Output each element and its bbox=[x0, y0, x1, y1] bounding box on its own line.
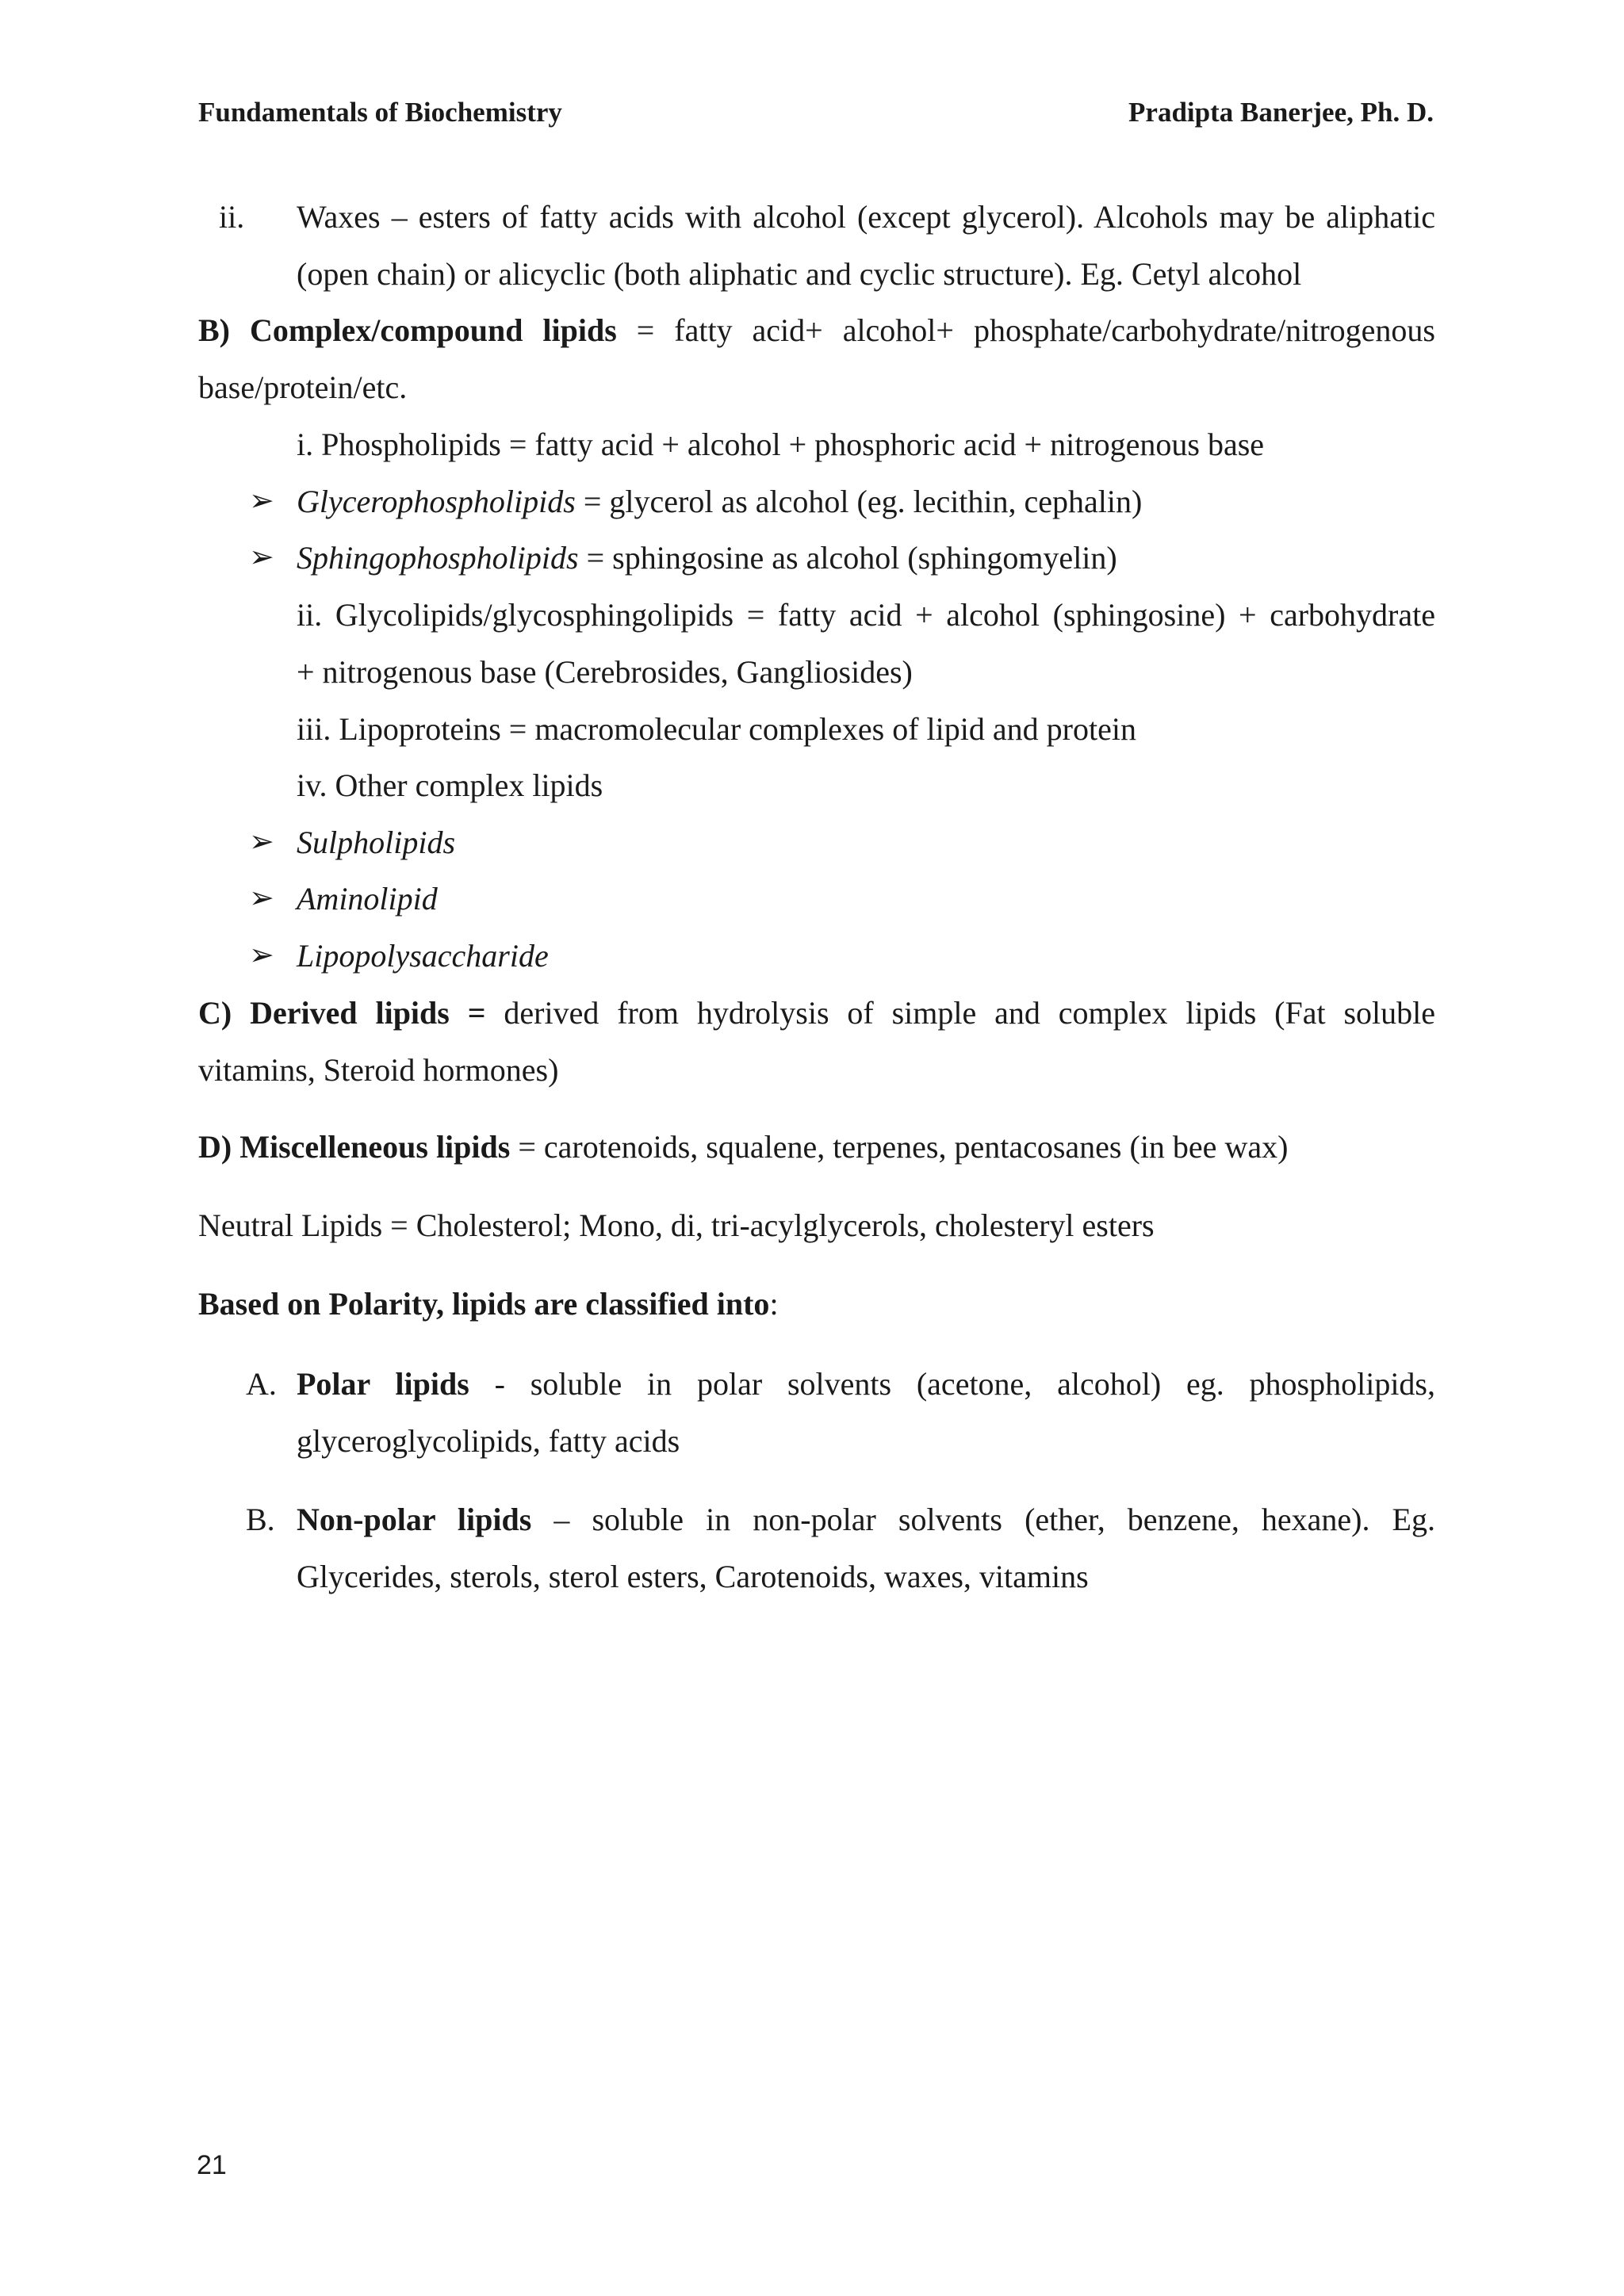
bullet-arrow-icon: ➢ bbox=[249, 880, 274, 915]
list-marker-a: A. bbox=[246, 1366, 277, 1402]
phospholipids-line: i. Phospholipids = fatty acid + alcohol + phosphoric acid + nitrogenous base bbox=[297, 427, 1265, 462]
running-header bbox=[198, 97, 1434, 128]
waxes-line-1: Waxes – esters of fatty acids with alcohol (except glycerol). Alcohols may be aliphatic bbox=[297, 199, 1435, 235]
complex-lipids-heading: B) Complex/compound lipids bbox=[198, 312, 617, 348]
glycolipids-line-1: ii. Glycolipids/glycosphingolipids = fatty acid + alcohol (sphingosine) + carbohydrate bbox=[297, 597, 1435, 633]
derived-lipids-heading: C) Derived lipids = bbox=[198, 995, 486, 1031]
glycolipids-line-2: + nitrogenous base (Cerebrosides, Gangliosides) bbox=[297, 654, 913, 690]
list-item: Glycerophospholipids = glycerol as alcohol (eg. lecithin, cephalin) bbox=[297, 484, 1143, 519]
list-marker-b: B. bbox=[246, 1502, 275, 1537]
polar-lipids-line-1: Polar lipids - soluble in polar solvents (acetone, alcohol) eg. phospholipids, bbox=[297, 1366, 1435, 1402]
waxes-line-2: (open chain) or alicyclic (both aliphatic and cyclic structure). Eg. Cetyl alcohol bbox=[297, 256, 1302, 292]
list-marker-ii: ii. bbox=[219, 199, 245, 235]
miscellaneous-lipids-line: D) Miscelleneous lipids = carotenoids, squalene, terpenes, pentacosanes (in bee wax) bbox=[198, 1129, 1289, 1165]
derived-lipids-line-2: vitamins, Steroid hormones) bbox=[198, 1052, 559, 1088]
polar-lipids-line-2: glyceroglycolipids, fatty acids bbox=[297, 1423, 680, 1459]
bullet-arrow-icon: ➢ bbox=[249, 937, 274, 972]
non-polar-lipids-line-1: Non-polar lipids – soluble in non-polar solvents (ether, benzene, hexane). Eg. bbox=[297, 1502, 1435, 1537]
book-title: Fundamentals of Biochemistry bbox=[198, 97, 562, 128]
list-item: Sulpholipids bbox=[297, 825, 456, 860]
non-polar-lipids-line-2: Glycerides, sterols, sterol esters, Carotenoids, waxes, vitamins bbox=[297, 1559, 1089, 1594]
page-number: 21 bbox=[197, 2150, 227, 2180]
neutral-lipids-line: Neutral Lipids = Cholesterol; Mono, di, tri-acylglycerols, cholesteryl esters bbox=[198, 1207, 1155, 1243]
miscellaneous-lipids-heading: D) Miscelleneous lipids bbox=[198, 1129, 511, 1165]
list-item: Sphingophospholipids = sphingosine as alcohol (sphingomyelin) bbox=[297, 540, 1117, 576]
complex-lipids-line-1: B) Complex/compound lipids = fatty acid+ alcohol+ phosphate/carbohydrate/nitrogenous bbox=[198, 312, 1435, 348]
complex-lipids-line-2: base/protein/etc. bbox=[198, 369, 408, 405]
lipoproteins-line: iii. Lipoproteins = macromolecular complexes of lipid and protein bbox=[297, 711, 1136, 747]
bullet-arrow-icon: ➢ bbox=[249, 483, 274, 518]
derived-lipids-line-1: C) Derived lipids = derived from hydrolysis of simple and complex lipids (Fat soluble bbox=[198, 995, 1435, 1031]
polarity-heading-line: Based on Polarity, lipids are classified into: bbox=[198, 1286, 779, 1322]
list-item: Aminolipid bbox=[297, 881, 438, 916]
list-item: Lipopolysaccharide bbox=[297, 938, 549, 974]
bullet-arrow-icon: ➢ bbox=[249, 824, 274, 859]
other-complex-lipids-line: iv. Other complex lipids bbox=[297, 767, 603, 803]
bullet-arrow-icon: ➢ bbox=[249, 539, 274, 574]
author-name: Pradipta Banerjee, Ph. D. bbox=[1128, 97, 1434, 128]
polarity-heading: Based on Polarity, lipids are classified into bbox=[198, 1286, 770, 1322]
